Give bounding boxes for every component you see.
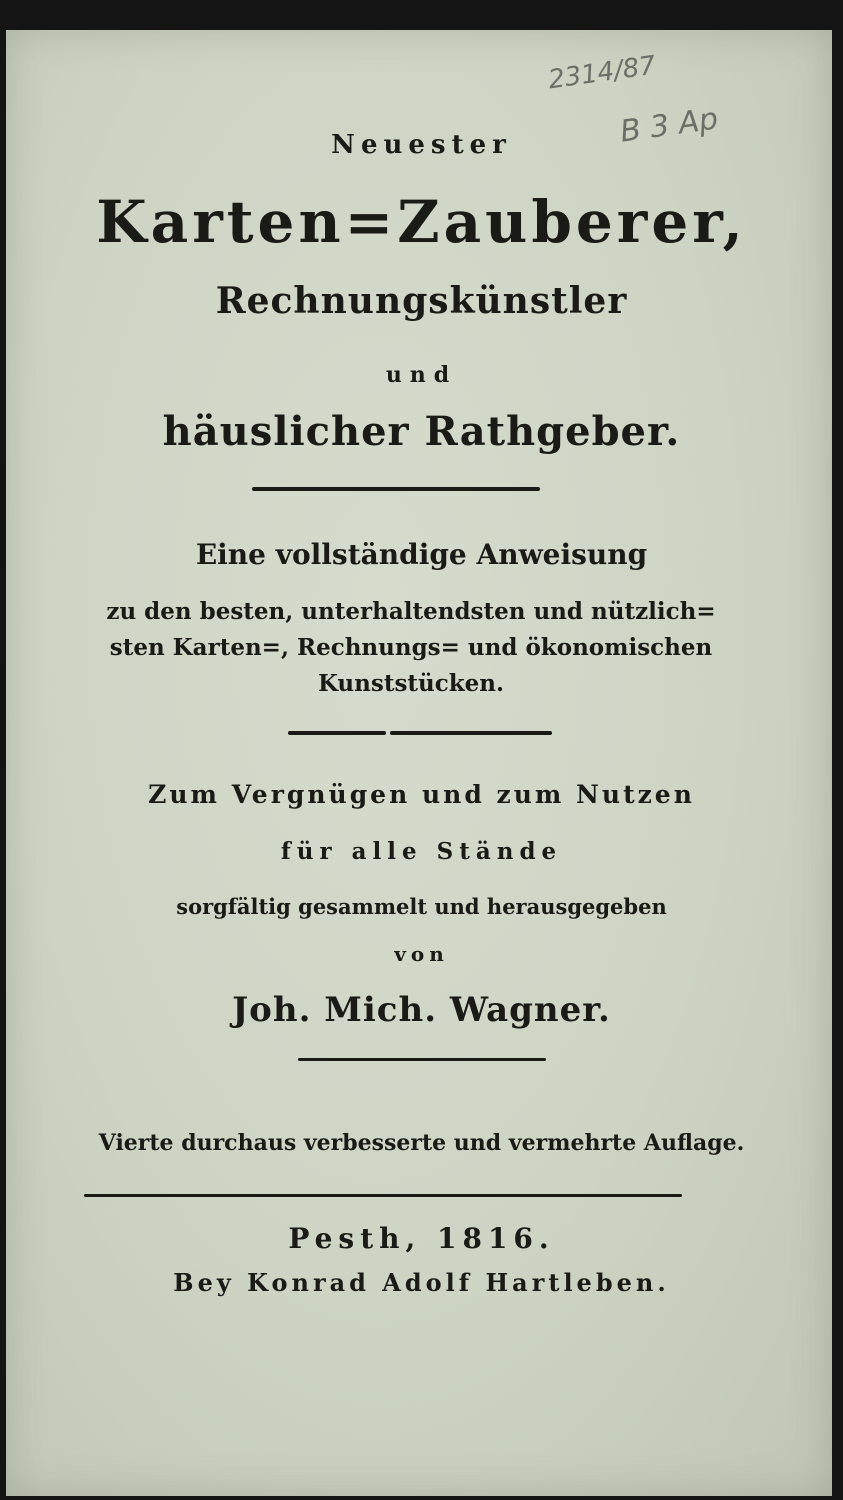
divider-3	[298, 1058, 546, 1061]
divider-4	[84, 1194, 682, 1197]
conjunction-und: und	[385, 362, 458, 388]
subtitle-rathgeber: häuslicher Rathgeber.	[162, 408, 681, 455]
description-heading: Eine vollständige Anweisung	[195, 538, 648, 571]
audience-line: für alle Stände	[280, 838, 563, 865]
collected-line: sorgfältig gesammelt und herausgegeben	[176, 894, 667, 919]
divider-2b	[390, 731, 552, 735]
main-title: Karten=Zauberer,	[96, 188, 747, 256]
handwritten-shelfmark: 2314/87	[546, 50, 658, 96]
imprint-place-year: Pesth, 1816.	[288, 1222, 555, 1255]
divider-2a	[288, 731, 386, 735]
description-body: zu den besten, unterhaltendsten und nützlich= sten Karten=, Rechnungs= und ökonomischen Kunststücken.	[106, 598, 716, 697]
divider-1	[252, 487, 540, 491]
edition-statement: Vierte durchaus verbesserte und vermehrte Auflage.	[98, 1130, 745, 1156]
imprint-publisher: Bey Konrad Adolf Hartleben.	[173, 1268, 670, 1297]
von-line: von	[394, 942, 449, 966]
title-neuester: Neuester	[331, 130, 512, 160]
purpose-line: Zum Vergnügen und zum Nutzen	[148, 780, 695, 809]
handwritten-shelfmark-2: B 3 Ap	[618, 101, 721, 150]
subtitle-rechnungskuenstler: Rechnungskünstler	[215, 280, 628, 322]
author-name: Joh. Mich. Wagner.	[232, 990, 611, 1030]
